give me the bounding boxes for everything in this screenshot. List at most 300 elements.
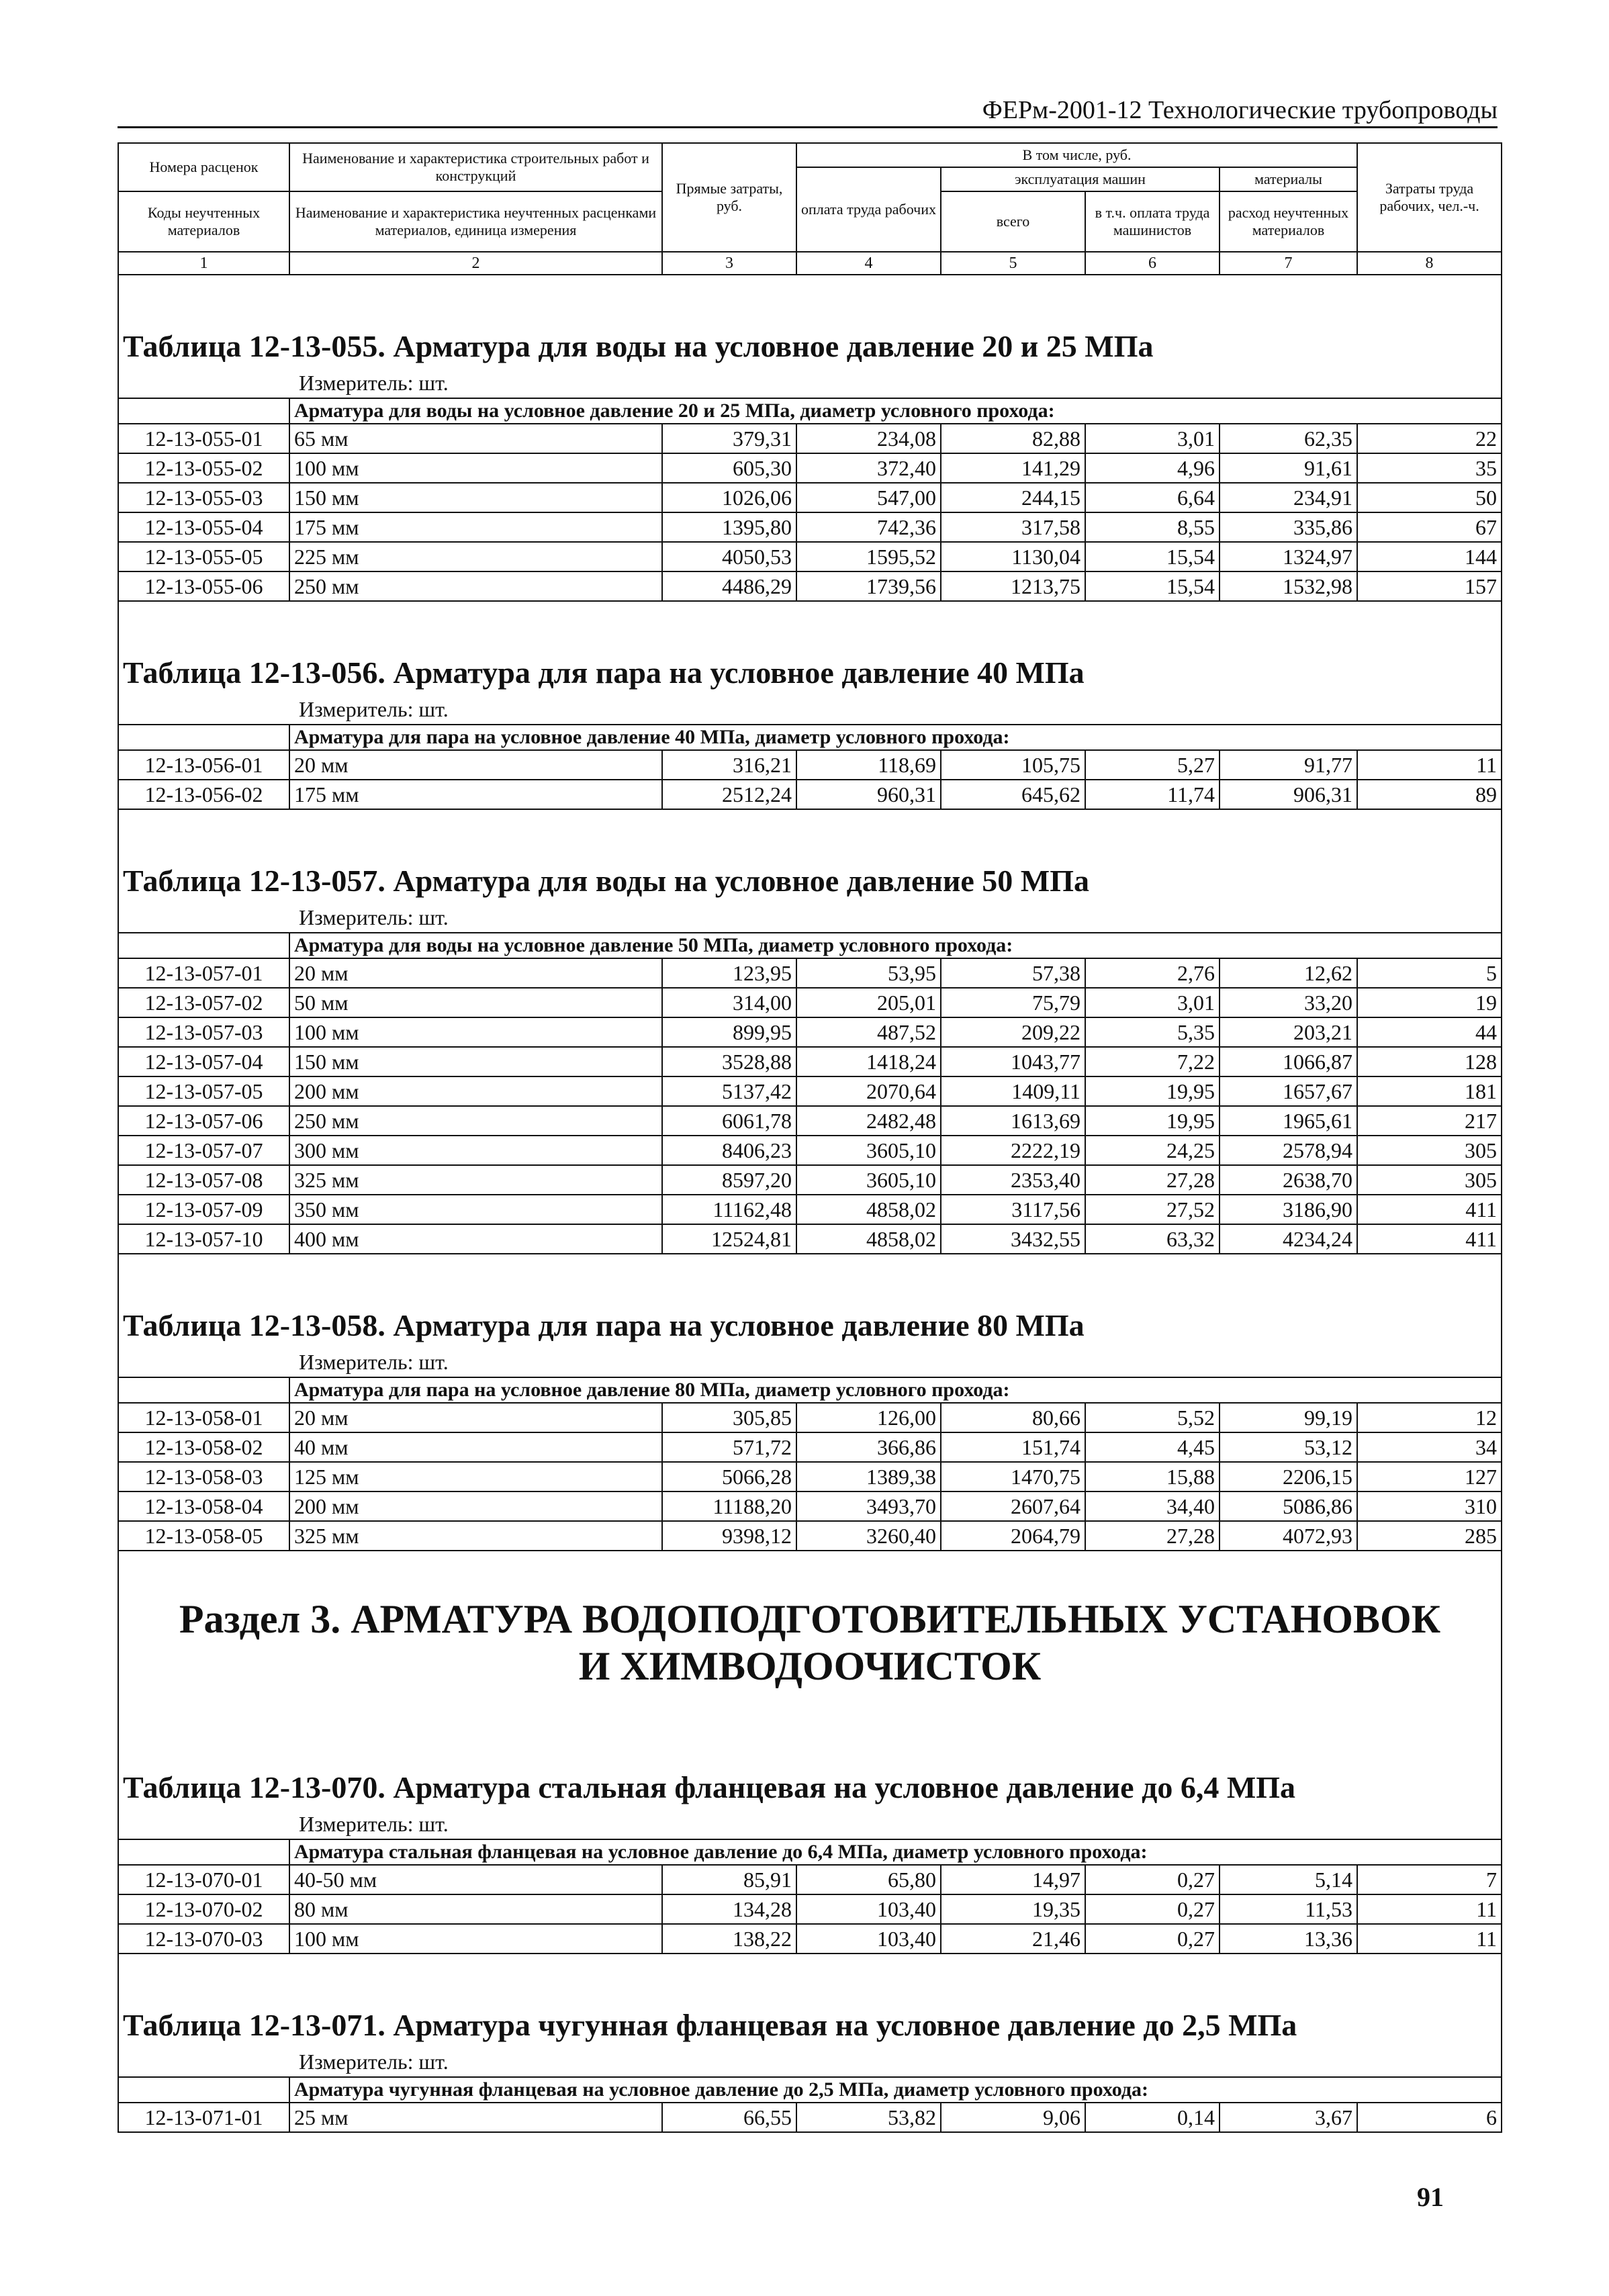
rate-code: 12-13-055-01 bbox=[118, 424, 289, 453]
subheader-spacer bbox=[118, 1839, 289, 1865]
machines-total: 14,97 bbox=[941, 1865, 1085, 1894]
table-row bbox=[118, 1491, 1502, 1521]
work-description: 175 мм bbox=[289, 512, 662, 542]
direct-costs: 4486,29 bbox=[662, 571, 796, 601]
rate-code: 12-13-057-06 bbox=[118, 1106, 289, 1136]
table-title: Таблица 12-13-056. Арматура для пара на условное давление 40 МПа bbox=[118, 601, 1502, 694]
direct-costs: 5066,28 bbox=[662, 1462, 796, 1491]
direct-costs: 123,95 bbox=[662, 958, 796, 988]
labor-hours: 11 bbox=[1357, 1894, 1502, 1924]
unit-row bbox=[118, 1809, 1502, 1839]
machinists-pay: 19,95 bbox=[1085, 1106, 1220, 1136]
column-number: 4 bbox=[796, 252, 941, 275]
unit-label: Измеритель: шт. bbox=[299, 905, 449, 929]
labor-pay: 103,40 bbox=[796, 1924, 941, 1954]
machines-total: 1043,77 bbox=[941, 1047, 1085, 1076]
machinists-pay: 34,40 bbox=[1085, 1491, 1220, 1521]
direct-costs: 85,91 bbox=[662, 1865, 796, 1894]
table-title: Таблица 12-13-057. Арматура для воды на условное давление 50 МПа bbox=[118, 809, 1502, 903]
header-col6: в т.ч. оплата труда машинистов bbox=[1085, 191, 1220, 252]
page-header bbox=[118, 94, 1498, 128]
direct-costs: 1395,80 bbox=[662, 512, 796, 542]
machines-total: 645,62 bbox=[941, 780, 1085, 809]
direct-costs: 4050,53 bbox=[662, 542, 796, 571]
materials: 62,35 bbox=[1220, 424, 1357, 453]
subheader-spacer bbox=[118, 933, 289, 958]
machinists-pay: 15,54 bbox=[1085, 571, 1220, 601]
direct-costs: 12524,81 bbox=[662, 1224, 796, 1254]
machines-total: 317,58 bbox=[941, 512, 1085, 542]
work-description: 65 мм bbox=[289, 424, 662, 453]
labor-hours: 305 bbox=[1357, 1136, 1502, 1165]
table-row bbox=[118, 483, 1502, 512]
rate-code: 12-13-070-01 bbox=[118, 1865, 289, 1894]
direct-costs: 9398,12 bbox=[662, 1521, 796, 1551]
materials: 53,12 bbox=[1220, 1432, 1357, 1462]
work-description: 40 мм bbox=[289, 1432, 662, 1462]
machinists-pay: 8,55 bbox=[1085, 512, 1220, 542]
materials: 91,61 bbox=[1220, 453, 1357, 483]
rate-code: 12-13-057-03 bbox=[118, 1017, 289, 1047]
direct-costs: 11188,20 bbox=[662, 1491, 796, 1521]
table-row bbox=[118, 542, 1502, 571]
labor-hours: 128 bbox=[1357, 1047, 1502, 1076]
header-col7: расход неучтенных материалов bbox=[1220, 191, 1357, 252]
machines-total: 209,22 bbox=[941, 1017, 1085, 1047]
subheader-spacer bbox=[118, 725, 289, 750]
table-subheader: Арматура для пара на условное давление 80 МПа, диаметр условного прохода: bbox=[289, 1377, 1502, 1403]
machines-total: 2064,79 bbox=[941, 1521, 1085, 1551]
table-title: Таблица 12-13-071. Арматура чугунная фланцевая на условное давление до 2,5 МПа bbox=[118, 1954, 1502, 2047]
materials: 335,86 bbox=[1220, 512, 1357, 542]
machinists-pay: 0,27 bbox=[1085, 1865, 1220, 1894]
header-materials: материалы bbox=[1220, 167, 1357, 191]
direct-costs: 314,00 bbox=[662, 988, 796, 1017]
machines-total: 3432,55 bbox=[941, 1224, 1085, 1254]
section-title: Раздел 3. АРМАТУРА ВОДОПОДГОТОВИТЕЛЬНЫХ УСТАНОВОК И ХИМВОДООЧИСТОК bbox=[118, 1563, 1502, 1716]
materials: 12,62 bbox=[1220, 958, 1357, 988]
machinists-pay: 0,27 bbox=[1085, 1924, 1220, 1954]
labor-hours: 305 bbox=[1357, 1165, 1502, 1195]
machines-total: 1130,04 bbox=[941, 542, 1085, 571]
table-row bbox=[118, 453, 1502, 483]
header-col2-top: Наименование и характеристика строительных работ и конструкций bbox=[289, 143, 662, 191]
labor-pay: 3605,10 bbox=[796, 1165, 941, 1195]
machinists-pay: 24,25 bbox=[1085, 1136, 1220, 1165]
unit-label: Измеритель: шт. bbox=[299, 1349, 449, 1374]
table-row bbox=[118, 988, 1502, 1017]
direct-costs: 379,31 bbox=[662, 424, 796, 453]
column-number: 8 bbox=[1357, 252, 1502, 275]
rate-code: 12-13-057-05 bbox=[118, 1076, 289, 1106]
materials: 1066,87 bbox=[1220, 1047, 1357, 1076]
machinists-pay: 0,27 bbox=[1085, 1894, 1220, 1924]
direct-costs: 134,28 bbox=[662, 1894, 796, 1924]
machinists-pay: 15,54 bbox=[1085, 542, 1220, 571]
rate-code: 12-13-070-03 bbox=[118, 1924, 289, 1954]
labor-hours: 157 bbox=[1357, 571, 1502, 601]
header-col1-top: Номера расценок bbox=[118, 143, 289, 191]
labor-hours: 50 bbox=[1357, 483, 1502, 512]
labor-pay: 126,00 bbox=[796, 1403, 941, 1432]
work-description: 20 мм bbox=[289, 958, 662, 988]
labor-pay: 3493,70 bbox=[796, 1491, 941, 1521]
labor-hours: 11 bbox=[1357, 1924, 1502, 1954]
table-row bbox=[118, 780, 1502, 809]
header-group: В том числе, руб. bbox=[796, 143, 1357, 167]
column-number: 6 bbox=[1085, 252, 1220, 275]
rate-code: 12-13-071-01 bbox=[118, 2103, 289, 2132]
direct-costs: 305,85 bbox=[662, 1403, 796, 1432]
header-col1-bottom: Коды неучтенных материалов bbox=[118, 191, 289, 252]
work-description: 20 мм bbox=[289, 750, 662, 780]
machinists-pay: 4,45 bbox=[1085, 1432, 1220, 1462]
table-row bbox=[118, 571, 1502, 601]
work-description: 300 мм bbox=[289, 1136, 662, 1165]
labor-pay: 65,80 bbox=[796, 1865, 941, 1894]
materials: 1965,61 bbox=[1220, 1106, 1357, 1136]
rate-code: 12-13-058-01 bbox=[118, 1403, 289, 1432]
rate-code: 12-13-055-03 bbox=[118, 483, 289, 512]
labor-pay: 234,08 bbox=[796, 424, 941, 453]
labor-pay: 366,86 bbox=[796, 1432, 941, 1462]
direct-costs: 8406,23 bbox=[662, 1136, 796, 1165]
table-row bbox=[118, 1521, 1502, 1551]
table-row bbox=[118, 1195, 1502, 1224]
machinists-pay: 7,22 bbox=[1085, 1047, 1220, 1076]
labor-hours: 181 bbox=[1357, 1076, 1502, 1106]
machinists-pay: 27,52 bbox=[1085, 1195, 1220, 1224]
materials: 5086,86 bbox=[1220, 1491, 1357, 1521]
table-row bbox=[118, 1924, 1502, 1954]
table-row bbox=[118, 1403, 1502, 1432]
rate-code: 12-13-057-10 bbox=[118, 1224, 289, 1254]
rate-code: 12-13-057-08 bbox=[118, 1165, 289, 1195]
materials: 203,21 bbox=[1220, 1017, 1357, 1047]
direct-costs: 899,95 bbox=[662, 1017, 796, 1047]
labor-hours: 67 bbox=[1357, 512, 1502, 542]
materials: 99,19 bbox=[1220, 1403, 1357, 1432]
work-description: 250 мм bbox=[289, 571, 662, 601]
work-description: 325 мм bbox=[289, 1165, 662, 1195]
table-row bbox=[118, 1865, 1502, 1894]
machinists-pay: 4,96 bbox=[1085, 453, 1220, 483]
direct-costs: 571,72 bbox=[662, 1432, 796, 1462]
rate-code: 12-13-057-09 bbox=[118, 1195, 289, 1224]
materials: 2578,94 bbox=[1220, 1136, 1357, 1165]
table-row bbox=[118, 1017, 1502, 1047]
unit-row bbox=[118, 2047, 1502, 2077]
machines-total: 2607,64 bbox=[941, 1491, 1085, 1521]
direct-costs: 605,30 bbox=[662, 453, 796, 483]
labor-hours: 7 bbox=[1357, 1865, 1502, 1894]
work-description: 40-50 мм bbox=[289, 1865, 662, 1894]
direct-costs: 3528,88 bbox=[662, 1047, 796, 1076]
materials: 11,53 bbox=[1220, 1894, 1357, 1924]
labor-pay: 205,01 bbox=[796, 988, 941, 1017]
subheader-spacer bbox=[118, 1377, 289, 1403]
machines-total: 57,38 bbox=[941, 958, 1085, 988]
rate-code: 12-13-070-02 bbox=[118, 1894, 289, 1924]
work-description: 200 мм bbox=[289, 1491, 662, 1521]
table-subheader: Арматура для пара на условное давление 40 МПа, диаметр условного прохода: bbox=[289, 725, 1502, 750]
subheader-spacer bbox=[118, 2077, 289, 2103]
labor-pay: 547,00 bbox=[796, 483, 941, 512]
labor-pay: 742,36 bbox=[796, 512, 941, 542]
rate-code: 12-13-058-03 bbox=[118, 1462, 289, 1491]
materials: 234,91 bbox=[1220, 483, 1357, 512]
work-description: 400 мм bbox=[289, 1224, 662, 1254]
work-description: 50 мм bbox=[289, 988, 662, 1017]
machines-total: 105,75 bbox=[941, 750, 1085, 780]
work-description: 100 мм bbox=[289, 1017, 662, 1047]
work-description: 175 мм bbox=[289, 780, 662, 809]
materials: 4072,93 bbox=[1220, 1521, 1357, 1551]
machinists-pay: 5,52 bbox=[1085, 1403, 1220, 1432]
rate-code: 12-13-056-02 bbox=[118, 780, 289, 809]
rate-code: 12-13-057-04 bbox=[118, 1047, 289, 1076]
work-description: 250 мм bbox=[289, 1106, 662, 1136]
header-col2-bottom: Наименование и характеристика неучтенных расценками материалов, единица измерения bbox=[289, 191, 662, 252]
machinists-pay: 3,01 bbox=[1085, 988, 1220, 1017]
materials: 1324,97 bbox=[1220, 542, 1357, 571]
labor-hours: 5 bbox=[1357, 958, 1502, 988]
machines-total: 75,79 bbox=[941, 988, 1085, 1017]
labor-hours: 11 bbox=[1357, 750, 1502, 780]
labor-pay: 4858,02 bbox=[796, 1224, 941, 1254]
work-description: 25 мм bbox=[289, 2103, 662, 2132]
materials: 906,31 bbox=[1220, 780, 1357, 809]
direct-costs: 66,55 bbox=[662, 2103, 796, 2132]
table-row bbox=[118, 1106, 1502, 1136]
labor-hours: 127 bbox=[1357, 1462, 1502, 1491]
rate-code: 12-13-056-01 bbox=[118, 750, 289, 780]
materials: 2638,70 bbox=[1220, 1165, 1357, 1195]
labor-pay: 118,69 bbox=[796, 750, 941, 780]
header-col8: Затраты труда рабочих, чел.-ч. bbox=[1357, 143, 1502, 252]
unit-row bbox=[118, 903, 1502, 933]
unit-row bbox=[118, 694, 1502, 725]
machines-total: 82,88 bbox=[941, 424, 1085, 453]
table-row bbox=[118, 958, 1502, 988]
labor-hours: 44 bbox=[1357, 1017, 1502, 1047]
spacer bbox=[118, 1551, 1502, 1563]
rate-code: 12-13-058-05 bbox=[118, 1521, 289, 1551]
machinists-pay: 27,28 bbox=[1085, 1521, 1220, 1551]
labor-hours: 217 bbox=[1357, 1106, 1502, 1136]
table-subheader: Арматура стальная фланцевая на условное давление до 6,4 МПа, диаметр условного прохода: bbox=[289, 1839, 1502, 1865]
machinists-pay: 6,64 bbox=[1085, 483, 1220, 512]
labor-hours: 310 bbox=[1357, 1491, 1502, 1521]
labor-pay: 3260,40 bbox=[796, 1521, 941, 1551]
machinists-pay: 19,95 bbox=[1085, 1076, 1220, 1106]
work-description: 150 мм bbox=[289, 483, 662, 512]
labor-hours: 285 bbox=[1357, 1521, 1502, 1551]
subheader-spacer bbox=[118, 398, 289, 424]
unit-label: Измеритель: шт. bbox=[299, 696, 449, 721]
materials: 1532,98 bbox=[1220, 571, 1357, 601]
machinists-pay: 5,27 bbox=[1085, 750, 1220, 780]
rate-code: 12-13-057-07 bbox=[118, 1136, 289, 1165]
machines-total: 2353,40 bbox=[941, 1165, 1085, 1195]
machines-total: 21,46 bbox=[941, 1924, 1085, 1954]
table-row bbox=[118, 2103, 1502, 2132]
labor-pay: 1595,52 bbox=[796, 542, 941, 571]
rate-code: 12-13-055-02 bbox=[118, 453, 289, 483]
table-subheader: Арматура для воды на условное давление 50 МПа, диаметр условного прохода: bbox=[289, 933, 1502, 958]
materials: 3,67 bbox=[1220, 2103, 1357, 2132]
machinists-pay: 5,35 bbox=[1085, 1017, 1220, 1047]
table-title: Таблица 12-13-070. Арматура стальная фланцевая на условное давление до 6,4 МПа bbox=[118, 1716, 1502, 1809]
rate-code: 12-13-055-05 bbox=[118, 542, 289, 571]
direct-costs: 316,21 bbox=[662, 750, 796, 780]
table-row bbox=[118, 1136, 1502, 1165]
materials: 1657,67 bbox=[1220, 1076, 1357, 1106]
table-row bbox=[118, 1432, 1502, 1462]
table-row bbox=[118, 750, 1502, 780]
direct-costs: 6061,78 bbox=[662, 1106, 796, 1136]
machinists-pay: 63,32 bbox=[1085, 1224, 1220, 1254]
column-number: 7 bbox=[1220, 252, 1357, 275]
machinists-pay: 15,88 bbox=[1085, 1462, 1220, 1491]
column-number: 1 bbox=[118, 252, 289, 275]
direct-costs: 138,22 bbox=[662, 1924, 796, 1954]
work-description: 100 мм bbox=[289, 1924, 662, 1954]
direct-costs: 8597,20 bbox=[662, 1165, 796, 1195]
labor-pay: 372,40 bbox=[796, 453, 941, 483]
table-row bbox=[118, 1076, 1502, 1106]
machines-total: 1613,69 bbox=[941, 1106, 1085, 1136]
labor-pay: 53,82 bbox=[796, 2103, 941, 2132]
materials: 2206,15 bbox=[1220, 1462, 1357, 1491]
rate-code: 12-13-058-02 bbox=[118, 1432, 289, 1462]
unit-label: Измеритель: шт. bbox=[299, 1811, 449, 1836]
work-description: 80 мм bbox=[289, 1894, 662, 1924]
labor-hours: 411 bbox=[1357, 1195, 1502, 1224]
table-row bbox=[118, 1894, 1502, 1924]
labor-hours: 89 bbox=[1357, 780, 1502, 809]
header-col3: Прямые затраты, руб. bbox=[662, 143, 796, 252]
machines-total: 1409,11 bbox=[941, 1076, 1085, 1106]
labor-pay: 487,52 bbox=[796, 1017, 941, 1047]
work-description: 225 мм bbox=[289, 542, 662, 571]
table-subheader: Арматура чугунная фланцевая на условное давление до 2,5 МПа, диаметр условного прохода: bbox=[289, 2077, 1502, 2103]
machines-total: 151,74 bbox=[941, 1432, 1085, 1462]
labor-hours: 144 bbox=[1357, 542, 1502, 571]
work-description: 100 мм bbox=[289, 453, 662, 483]
labor-hours: 6 bbox=[1357, 2103, 1502, 2132]
labor-hours: 22 bbox=[1357, 424, 1502, 453]
table-row bbox=[118, 1224, 1502, 1254]
machines-total: 80,66 bbox=[941, 1403, 1085, 1432]
unit-row bbox=[118, 1347, 1502, 1377]
work-description: 325 мм bbox=[289, 1521, 662, 1551]
materials: 33,20 bbox=[1220, 988, 1357, 1017]
labor-pay: 4858,02 bbox=[796, 1195, 941, 1224]
direct-costs: 11162,48 bbox=[662, 1195, 796, 1224]
materials: 5,14 bbox=[1220, 1865, 1357, 1894]
machinists-pay: 3,01 bbox=[1085, 424, 1220, 453]
work-description: 200 мм bbox=[289, 1076, 662, 1106]
materials: 4234,24 bbox=[1220, 1224, 1357, 1254]
machinists-pay: 27,28 bbox=[1085, 1165, 1220, 1195]
labor-pay: 2482,48 bbox=[796, 1106, 941, 1136]
labor-pay: 103,40 bbox=[796, 1894, 941, 1924]
column-number: 5 bbox=[941, 252, 1085, 275]
work-description: 20 мм bbox=[289, 1403, 662, 1432]
direct-costs: 2512,24 bbox=[662, 780, 796, 809]
table-subheader: Арматура для воды на условное давление 20 и 25 МПа, диаметр условного прохода: bbox=[289, 398, 1502, 424]
rate-code: 12-13-057-01 bbox=[118, 958, 289, 988]
table-row bbox=[118, 1462, 1502, 1491]
labor-hours: 19 bbox=[1357, 988, 1502, 1017]
labor-pay: 1739,56 bbox=[796, 571, 941, 601]
machines-total: 141,29 bbox=[941, 453, 1085, 483]
table-row bbox=[118, 1047, 1502, 1076]
labor-hours: 35 bbox=[1357, 453, 1502, 483]
header-machines: эксплуатация машин bbox=[941, 167, 1220, 191]
materials: 13,36 bbox=[1220, 1924, 1357, 1954]
machines-total: 19,35 bbox=[941, 1894, 1085, 1924]
work-description: 125 мм bbox=[289, 1462, 662, 1491]
unit-row bbox=[118, 368, 1502, 398]
labor-pay: 2070,64 bbox=[796, 1076, 941, 1106]
labor-pay: 1418,24 bbox=[796, 1047, 941, 1076]
page-number: 91 bbox=[1417, 2182, 1444, 2212]
machines-total: 9,06 bbox=[941, 2103, 1085, 2132]
rates-table bbox=[118, 142, 1502, 2133]
machines-total: 1213,75 bbox=[941, 571, 1085, 601]
machines-total: 1470,75 bbox=[941, 1462, 1085, 1491]
labor-pay: 960,31 bbox=[796, 780, 941, 809]
header-col5: всего bbox=[941, 191, 1085, 252]
unit-label: Измеритель: шт. bbox=[299, 2049, 449, 2074]
machinists-pay: 2,76 bbox=[1085, 958, 1220, 988]
table-row bbox=[118, 424, 1502, 453]
column-number: 2 bbox=[289, 252, 662, 275]
labor-hours: 411 bbox=[1357, 1224, 1502, 1254]
labor-hours: 12 bbox=[1357, 1403, 1502, 1432]
machinists-pay: 0,14 bbox=[1085, 2103, 1220, 2132]
machines-total: 2222,19 bbox=[941, 1136, 1085, 1165]
work-description: 150 мм bbox=[289, 1047, 662, 1076]
labor-hours: 34 bbox=[1357, 1432, 1502, 1462]
labor-pay: 53,95 bbox=[796, 958, 941, 988]
rate-code: 12-13-055-04 bbox=[118, 512, 289, 542]
header-col4: оплата труда рабочих bbox=[796, 167, 941, 252]
direct-costs: 1026,06 bbox=[662, 483, 796, 512]
materials: 3186,90 bbox=[1220, 1195, 1357, 1224]
rate-code: 12-13-055-06 bbox=[118, 571, 289, 601]
work-description: 350 мм bbox=[289, 1195, 662, 1224]
labor-pay: 3605,10 bbox=[796, 1136, 941, 1165]
page-header-title: ФЕРм-2001-12 Технологические трубопроводы bbox=[982, 96, 1498, 124]
direct-costs: 5137,42 bbox=[662, 1076, 796, 1106]
machines-total: 244,15 bbox=[941, 483, 1085, 512]
rate-code: 12-13-058-04 bbox=[118, 1491, 289, 1521]
machinists-pay: 11,74 bbox=[1085, 780, 1220, 809]
labor-pay: 1389,38 bbox=[796, 1462, 941, 1491]
unit-label: Измеритель: шт. bbox=[299, 370, 449, 395]
table-title: Таблица 12-13-055. Арматура для воды на условное давление 20 и 25 МПа bbox=[118, 275, 1502, 368]
rate-code: 12-13-057-02 bbox=[118, 988, 289, 1017]
table-title: Таблица 12-13-058. Арматура для пара на условное давление 80 МПа bbox=[118, 1254, 1502, 1347]
materials: 91,77 bbox=[1220, 750, 1357, 780]
column-number: 3 bbox=[662, 252, 796, 275]
table-row bbox=[118, 512, 1502, 542]
machines-total: 3117,56 bbox=[941, 1195, 1085, 1224]
table-row bbox=[118, 1165, 1502, 1195]
